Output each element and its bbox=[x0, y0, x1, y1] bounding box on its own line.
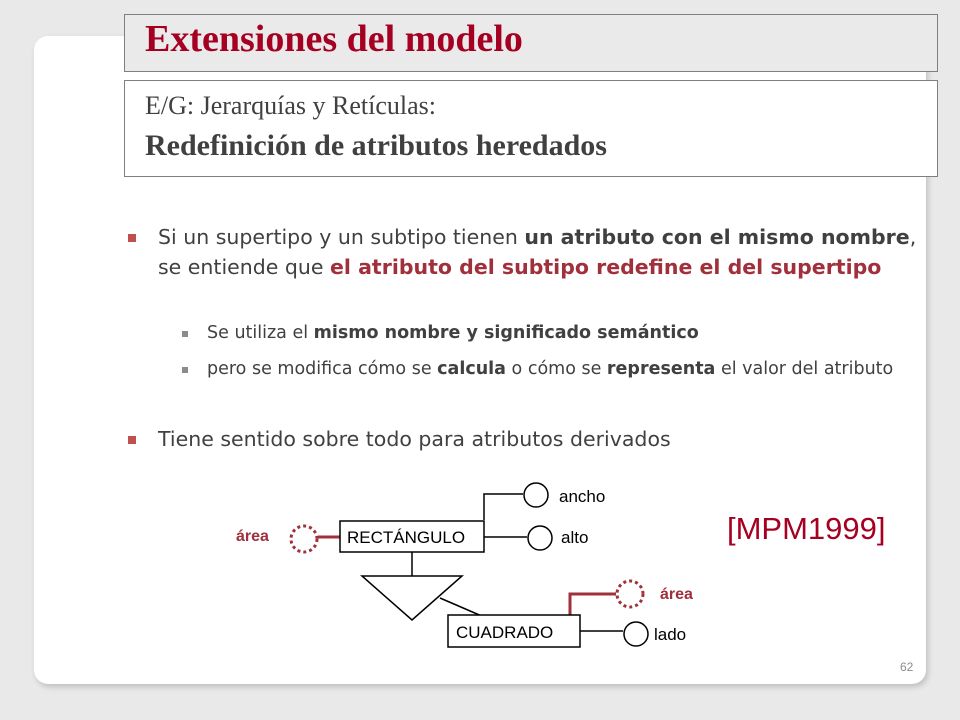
bullet-1-text-b: un atributo con el mismo nombre bbox=[524, 225, 910, 249]
derived-attribute-area-super-circle bbox=[291, 526, 317, 552]
sub-bullet-2-text-b: calcula bbox=[437, 359, 506, 379]
sub-bullet-1-text-b: mismo nombre y significado semántico bbox=[313, 323, 699, 343]
attribute-alto-circle bbox=[528, 526, 552, 550]
attribute-ancho-label: ancho bbox=[559, 487, 606, 506]
entity-rectangulo-label: RECTÁNGULO bbox=[347, 528, 466, 547]
bullet-1-text-a: Si un supertipo y un subtipo tienen bbox=[158, 225, 525, 249]
sub-bullet-1-text-a: Se utiliza el bbox=[207, 323, 314, 343]
line-area-sub bbox=[570, 594, 616, 615]
attribute-lado-label: lado bbox=[654, 625, 687, 644]
entity-cuadrado-label: CUADRADO bbox=[456, 623, 554, 642]
citation: [MPM1999] bbox=[727, 511, 886, 546]
sub-bullet-2-text-a: pero se modifica cómo se bbox=[207, 359, 438, 379]
sub-bullet-2-text-d: representa bbox=[606, 359, 716, 379]
attribute-lado-circle bbox=[624, 622, 648, 646]
subtitle-line-1: E/G: Jerarquías y Retículas: bbox=[145, 91, 436, 120]
page-number: 62 bbox=[900, 660, 914, 674]
bullet-2-text: Tiene sentido sobre todo para atributos derivados bbox=[158, 427, 671, 451]
attribute-ancho-circle bbox=[524, 483, 548, 507]
derived-attribute-area-super-label: área bbox=[236, 528, 269, 545]
line-isa-bottom bbox=[440, 598, 484, 617]
derived-attribute-area-sub-circle bbox=[617, 581, 643, 607]
sub-bullet-2-text-e: el valor del atributo bbox=[715, 359, 894, 379]
isa-triangle bbox=[362, 576, 462, 620]
line-ancho bbox=[484, 494, 523, 520]
slide-title: Extensiones del modelo bbox=[145, 18, 523, 60]
subtitle-line-2: Redefinición de atributos heredados bbox=[145, 129, 607, 162]
attribute-alto-label: alto bbox=[561, 528, 589, 547]
bullet-1-text-c: , se entiende que bbox=[158, 225, 917, 279]
diagram-lines bbox=[412, 494, 623, 631]
derived-attribute-area-sub-label: área bbox=[660, 586, 693, 603]
bullet-1-text-d: el atributo del subtipo redefine el del supertipo bbox=[330, 255, 882, 279]
sub-bullet-2-text-c: o cómo se bbox=[505, 359, 607, 379]
